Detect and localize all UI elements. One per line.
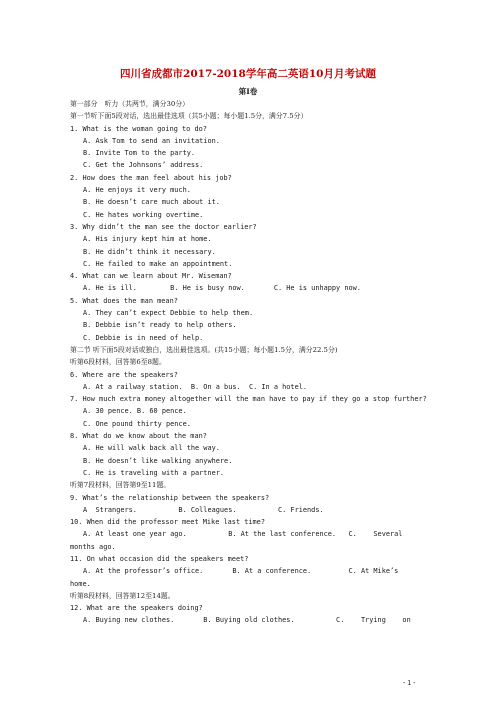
option-2c: C. He hates working overtime. (83, 210, 204, 219)
question-2: 2. How does the man feel about his job? (70, 173, 232, 182)
document-body (70, 98, 432, 627)
option-1b: B. Invite Tom to the party. (83, 149, 196, 158)
option-5b: B. Debbie isn’t ready to help others. (83, 321, 237, 330)
section-heading: 第一部分 听力（共两节，满分30分） (70, 100, 190, 108)
option-3b: B. He didn’t think it necessary. (83, 247, 216, 256)
document-title: 四川省成都市2017-2018学年高二英语10月月考试题 (120, 68, 376, 80)
option-1c: C. Get the Johnsons’ address. (83, 161, 204, 170)
question-5: 5. What does the man mean? (70, 296, 178, 305)
option-3a: A. His injury kept him at home. (83, 235, 212, 244)
material-heading: 听第8段材料，回答第12至14题。 (70, 591, 175, 600)
option-1a: A. Ask Tom to send an invitation. (83, 136, 220, 145)
section-instruction: 第二节 听下面5段对话或独白，选出最佳选项。(共15小题；每小题1.5分，满分22.5分) (70, 345, 338, 354)
option-5c: C. Debbie is in need of help. (83, 333, 204, 342)
options-11: A. At the professor’s office. B. At a conference. C. At Mike’s (83, 567, 399, 576)
question-8: 8. What do we know about the man? (70, 432, 207, 441)
options-7ab: A. 30 pence. B. 60 pence. (83, 407, 187, 416)
question-3: 3. Why didn’t the man see the doctor earlier? (70, 222, 257, 231)
question-11: 11. On what occasion did the speakers meet? (70, 554, 249, 563)
part-heading: 第Ⅰ卷 (238, 87, 258, 96)
option-7c: C. One pound thirty pence. (83, 419, 191, 428)
options-10-continued: months ago. (70, 542, 116, 551)
options-12: A. Buying new clothes. B. Buying old clothes. C. Trying on (83, 616, 411, 625)
section-instruction: 第一节听下面5段对话，选出最佳选项（共5小题；每小题1.5分，满分7.5分） (70, 112, 308, 121)
question-9: 9. What’s the relationship between the speakers? (70, 493, 270, 502)
option-2b: B. He doesn’t care much about it. (83, 198, 220, 207)
material-heading: 听第7段材料，回答第9至11题。 (70, 481, 171, 490)
option-8a: A. He will walk back all the way. (83, 444, 220, 453)
question-6: 6. Where are the speakers? (70, 370, 178, 379)
page-number: - 1 - (403, 680, 416, 687)
question-4: 4. What can we learn about Mr. Wiseman? (70, 272, 232, 281)
material-heading: 听第6段材料，回答第6至8题。 (70, 358, 166, 367)
option-2a: A. He enjoys it very much. (83, 186, 191, 195)
question-12: 12. What are the speakers doing? (70, 604, 203, 613)
option-8c: C. He is traveling with a partner. (83, 468, 225, 477)
option-3c: C. He failed to make an appointment. (83, 259, 233, 268)
options-11-continued: home. (70, 579, 91, 588)
question-1: 1. What is the woman going to do? (70, 124, 207, 133)
option-8b: B. He doesn’t like walking anywhere. (83, 456, 233, 465)
options-10: A. At least one year ago. B. At the last conference. C. Several (83, 530, 403, 539)
question-10: 10. When did the professor meet Mike last time? (70, 518, 265, 527)
option-5a: A. They can’t expect Debbie to help them. (83, 309, 254, 318)
options-9: A Strangers. B. Colleagues. C. Friends. (83, 505, 324, 514)
question-7: 7. How much extra money altogether will the man have to pay if they go a stop further? (70, 395, 427, 404)
options-4: A. He is ill. B. He is busy now. C. He is unhappy now. (83, 284, 361, 293)
options-6: A. At a railway station. B. On a bus. C. In a hotel. (83, 382, 308, 391)
